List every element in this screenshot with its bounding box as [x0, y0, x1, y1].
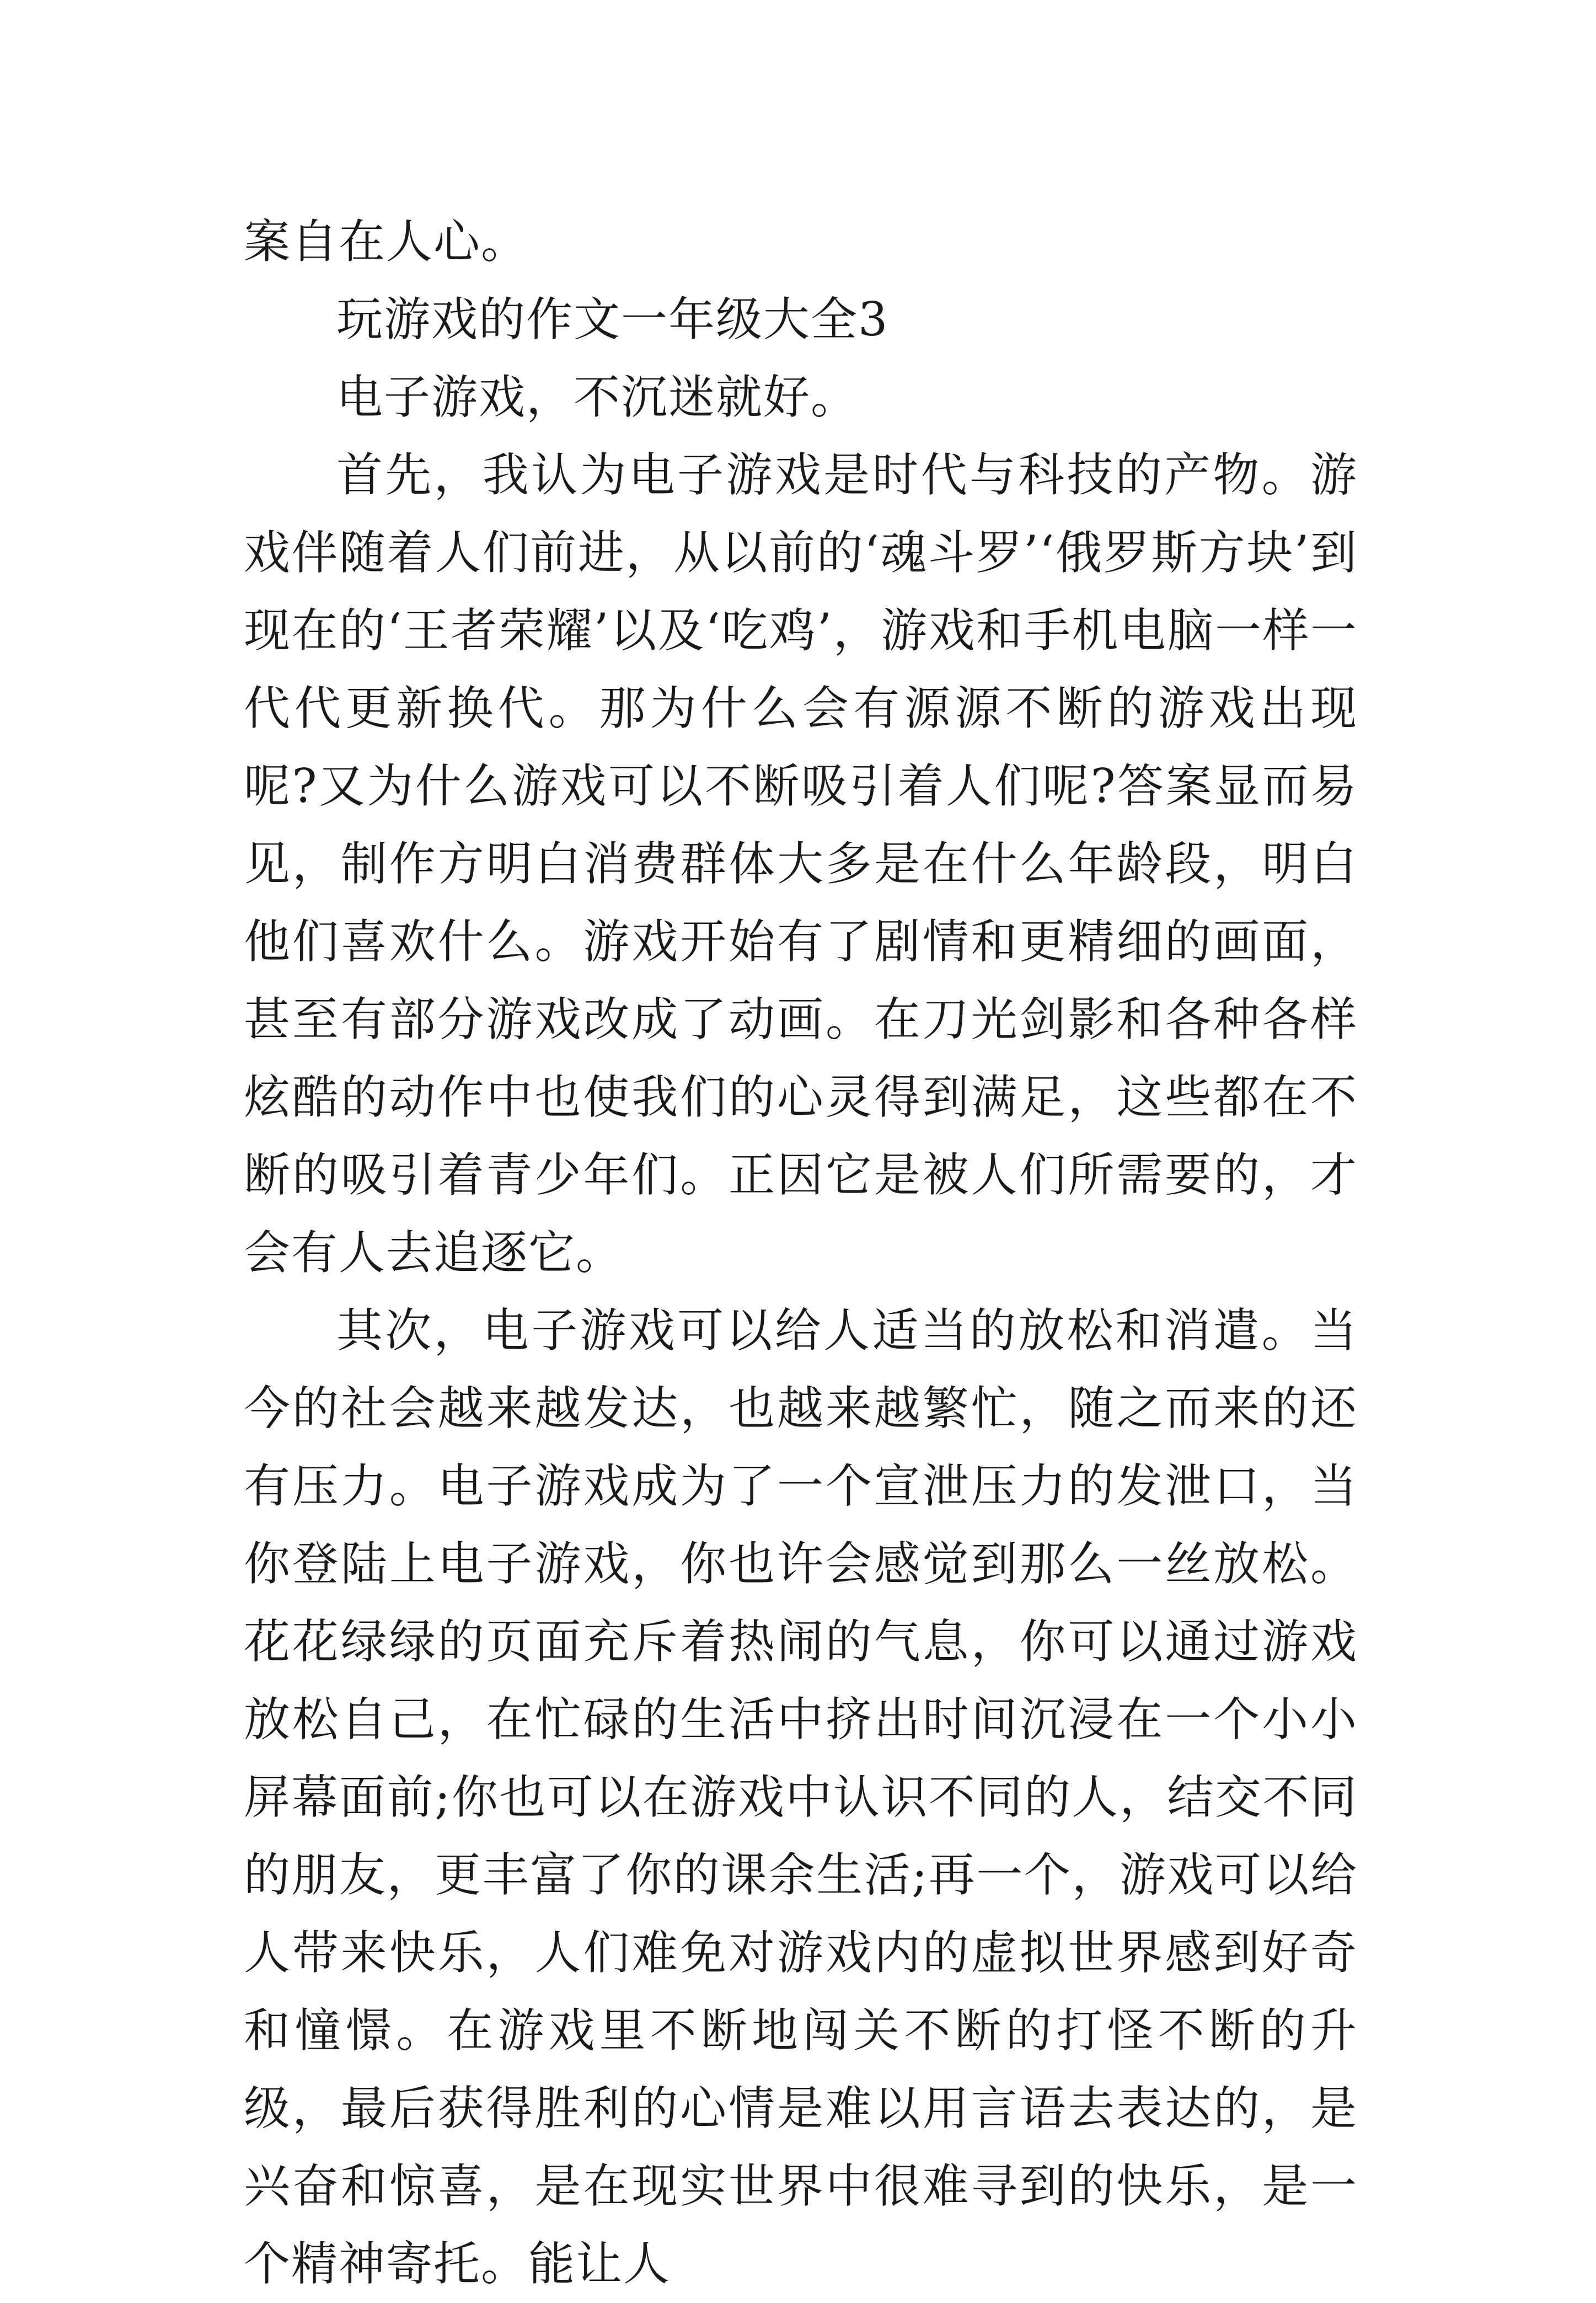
paragraph: 首先，我认为电子游戏是时代与科技的产物。游戏伴随着人们前进，从以前的‘魂斗罗’‘俄罗斯方块’到现在的‘王者荣耀’以及‘吃鸡’，游戏和手机电脑一样一代代更新换代。那为什么会有源源不断的游戏出现呢?又为什么游戏可以不断吸引着人们呢?答案显而易见，制作方明白消费群体大多是在什么年龄段，明白他们喜欢什么。游戏开始有了剧情和更精细的画面，甚至有部分游戏改成了动画。在刀光剑影和各种各样炫酷的动作中也使我们的心灵得到满足，这些都在不断的吸引着青少年们。正因它是被人们所需要的，才会有人去追逐它。 [244, 448, 1358, 1280]
essay-heading: 玩游戏的作文一年级大全3 [336, 292, 889, 346]
paragraph: 其次，电子游戏可以给人适当的放松和消遣。当今的社会越来越发达，也越来越繁忙，随之而来的还有压力。电子游戏成为了一个宣泄压力的发泄口，当你登陆上电子游戏，你也许会感觉到那么一丝放松。花花绿绿的页面充斥着热闹的气息，你可以通过游戏放松自己，在忙碌的生活中挤出时间沉浸在一个小小屏幕面前;你也可以在游戏中认识不同的人，结交不同的朋友，更丰富了你的课余生活;再一个，游戏可以给人带来快乐，人们难免对游戏内的虚拟世界感到好奇和憧憬。在游戏里不断地闯关不断的打怪不断的升级，最后获得胜利的心情是难以用言语去表达的，是兴奋和惊喜，是在现实世界中很难寻到的快乐，是一个精神寄托。能让人 [244, 1303, 1358, 2291]
document-body [244, 203, 1358, 2303]
essay-thesis: 电子游戏，不沉迷就好。 [336, 370, 859, 424]
paragraph-fragment: 案自在人心。 [244, 215, 529, 269]
